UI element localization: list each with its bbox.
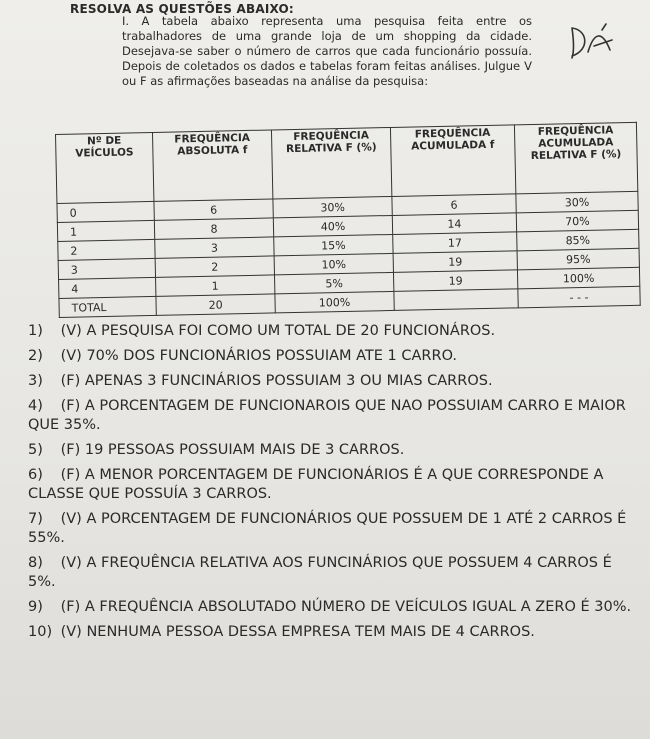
table-cell: TOTAL: [59, 296, 156, 317]
table-cell: 19: [393, 251, 517, 273]
statement-number: 4): [28, 398, 43, 414]
statement-item: [28, 554, 638, 592]
statement-number: 6): [28, 467, 43, 483]
statement-answer-mark: (F): [60, 467, 81, 483]
table-cell: 10%: [274, 253, 393, 274]
table-cell: 6: [154, 199, 273, 220]
statement-number: 5): [28, 442, 43, 458]
statement-answer-mark: (V): [60, 624, 82, 640]
table-cell: 17: [393, 232, 517, 254]
table-cell: 3: [155, 237, 274, 258]
table-cell: 30%: [516, 191, 638, 213]
statement-answer-mark: (F): [60, 599, 81, 615]
statements-list: [28, 322, 638, 648]
statement-text: 19 PESSOAS POSSUIAM MAIS DE 3 CARROS.: [84, 442, 405, 458]
statement-item: [28, 347, 638, 366]
handwritten-signature: [566, 22, 616, 62]
table-cell: 2: [155, 256, 274, 277]
frequency-table: [55, 122, 641, 318]
table-cell: 5%: [274, 272, 393, 293]
statement-text: A PORCENTAGEM DE FUNCIONAROIS QUE NAO POSSUIAM CARRO E MAIOR QUE 35%.: [28, 398, 626, 433]
statement-answer-mark: (F): [60, 373, 81, 389]
table-cell: 3: [58, 258, 155, 279]
table-cell: 100%: [275, 291, 394, 312]
table-cell: 20: [156, 294, 275, 315]
statement-number: 8): [28, 555, 43, 571]
statement-text: A PESQUISA FOI COMO UM TOTAL DE 20 FUNCIONÁROS.: [86, 323, 496, 339]
statement-item: [28, 598, 638, 617]
table-cell: [394, 289, 518, 311]
table-cell: 85%: [517, 229, 639, 251]
table-cell: 95%: [517, 248, 639, 270]
table-cell: 19: [393, 270, 517, 292]
intro-paragraph: I. A tabela abaixo representa uma pesquisa feita entre os trabalhadores de uma grande loja de um shopping da cidade. Desejava-se saber o número de carros que cada funcionário possuía. Depois de coletados os dados e tabelas foram feitas análises. Julgue V ou F as afirmações baseadas na análise da pesquisa:: [122, 14, 532, 88]
statement-answer-mark: (F): [60, 442, 81, 458]
statement-text: APENAS 3 FUNCINÁRIOS POSSUIAM 3 OU MIAS CARROS.: [84, 373, 493, 389]
statement-text: A MENOR PORCENTAGEM DE FUNCIONÁRIOS É A QUE CORRESPONDE A CLASSE QUE POSSUÍA 3 CARROS.: [28, 467, 604, 502]
header-num-veiculos: Nº DE VEÍCULOS: [56, 132, 154, 203]
statement-text: 70% DOS FUNCIONÁRIOS POSSUIAM ATE 1 CARRO.: [86, 348, 458, 364]
statement-number: 9): [28, 599, 43, 615]
statement-text: A FREQUÊNCIA RELATIVA AOS FUNCINÁRIOS QUE POSSUEM 4 CARROS É 5%.: [28, 555, 612, 590]
statement-number: 1): [28, 323, 43, 339]
statement-answer-mark: (V): [60, 323, 82, 339]
header-freq-absoluta: FREQUÊNCIA ABSOLUTA f: [152, 130, 272, 201]
statement-item: [28, 372, 638, 391]
statement-answer-mark: (V): [60, 511, 82, 527]
statement-item: [28, 441, 638, 460]
statement-answer-mark: (V): [60, 348, 82, 364]
table-header-row: [56, 122, 638, 203]
statement-item: [28, 397, 638, 435]
table-cell: 1: [156, 275, 275, 296]
table-cell: 30%: [273, 196, 392, 217]
header-freq-acumulada: FREQUÊNCIA ACUMULADA f: [390, 125, 515, 197]
table-cell: 40%: [273, 215, 392, 236]
statement-number: 7): [28, 511, 43, 527]
table-cell: 70%: [516, 210, 638, 232]
statement-answer-mark: (V): [60, 555, 82, 571]
statement-text: A PORCENTAGEM DE FUNCIONÁRIOS QUE POSSUEM DE 1 ATÉ 2 CARROS É 55%.: [28, 511, 627, 546]
statement-text: NENHUMA PESSOA DESSA EMPRESA TEM MAIS DE 4 CARROS.: [86, 624, 535, 640]
table-cell: 0: [57, 201, 154, 222]
table-cell: 100%: [517, 267, 639, 289]
statement-item: [28, 510, 638, 548]
table-cell: 1: [57, 220, 154, 241]
statement-item: [28, 623, 638, 642]
header-freq-acum-relativa: FREQUÊNCIA ACUMULADA RELATIVA F (%): [514, 122, 637, 194]
header-freq-relativa: FREQUÊNCIA RELATIVA F (%): [271, 127, 391, 198]
table-cell: 4: [59, 277, 156, 298]
statement-item: [28, 466, 638, 504]
statement-text: A FREQUÊNCIA ABSOLUTADO NÚMERO DE VEÍCULOS IGUAL A ZERO É 30%.: [84, 599, 632, 615]
statement-number: 3): [28, 373, 43, 389]
table-cell: 14: [392, 213, 516, 235]
table-cell: - - -: [518, 286, 640, 308]
worksheet-heading: RESOLVA AS QUESTÕES ABAIXO:: [70, 2, 294, 16]
table-cell: 15%: [274, 234, 393, 255]
statement-number: 10): [28, 624, 53, 640]
table-cell: 6: [392, 194, 516, 216]
statement-answer-mark: (F): [60, 398, 81, 414]
table-cell: 8: [154, 218, 273, 239]
statement-item: [28, 322, 638, 341]
statement-number: 2): [28, 348, 43, 364]
table-cell: 2: [58, 239, 155, 260]
